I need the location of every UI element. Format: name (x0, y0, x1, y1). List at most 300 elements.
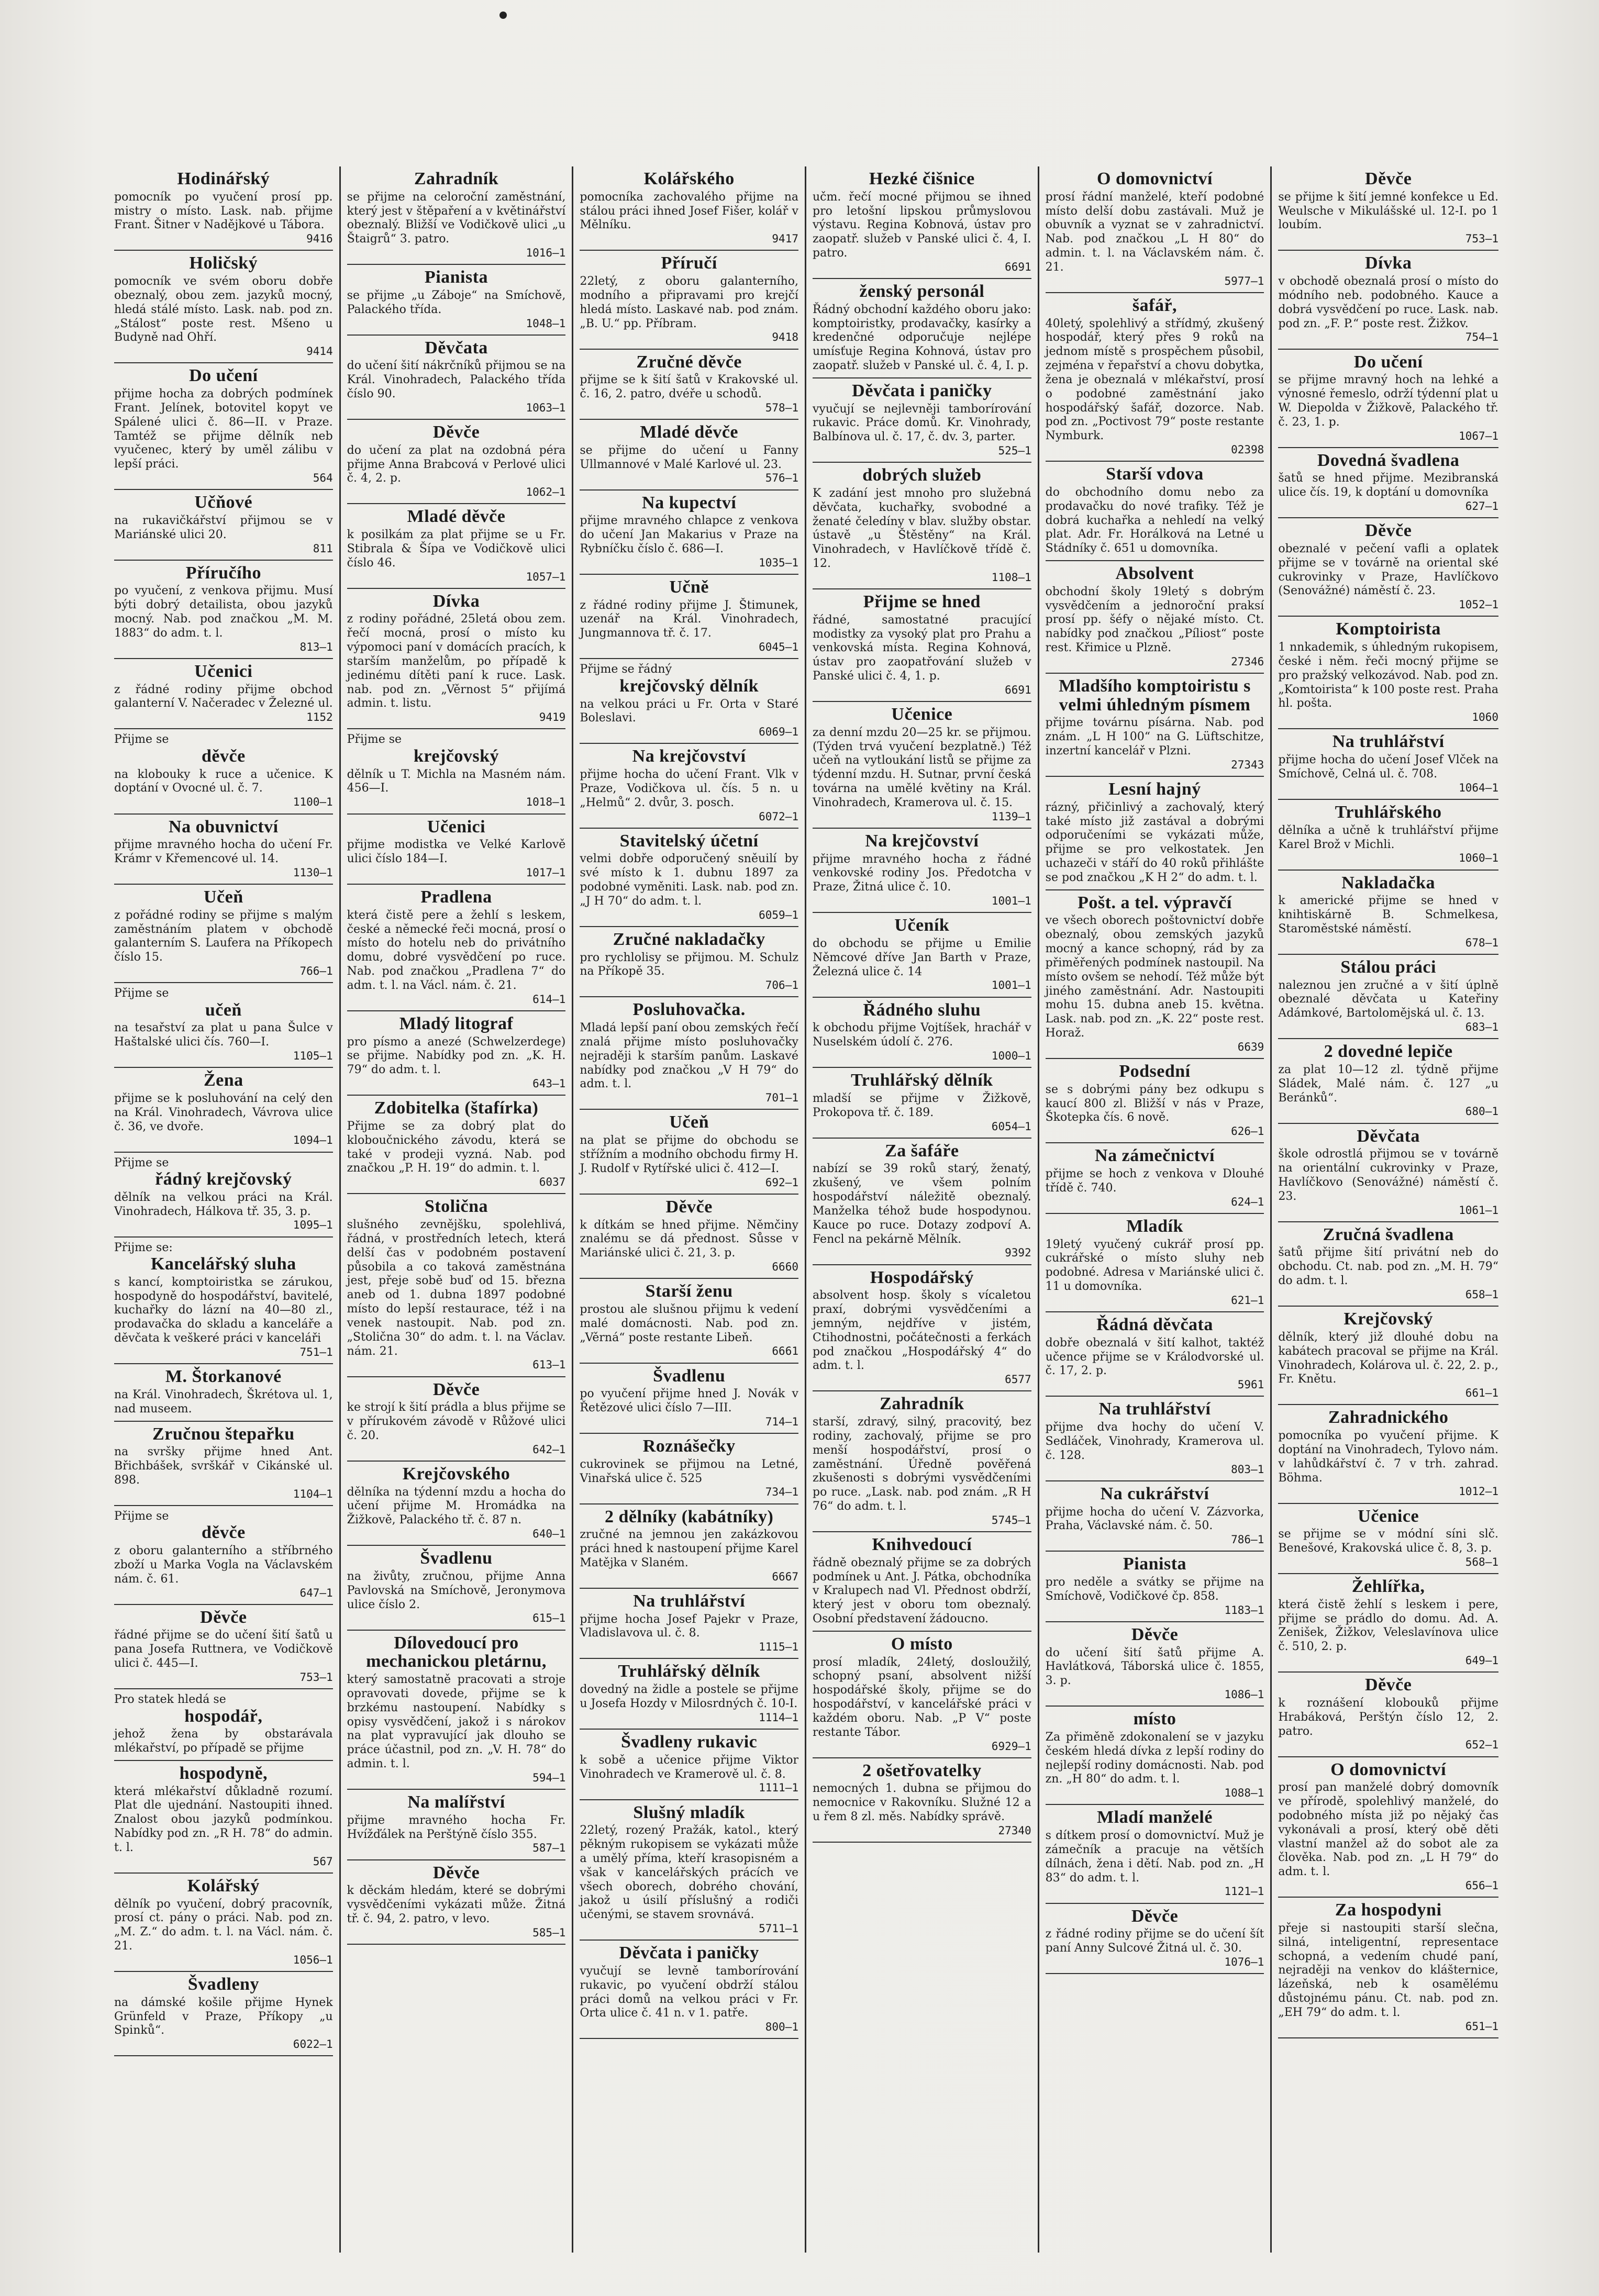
ad-heading: Učeník (894, 916, 950, 935)
classified-ad (580, 1659, 798, 1730)
ad-body: na rukavičkářství přijmou se v Mariánské ulici 20. (114, 514, 333, 541)
ad-body: přijme hocha do učení Frant. Vlk v Praze, Vodičkova ul. čís. 5 n. u „Helmů“ 2. dvůr, 3. posch. (580, 768, 798, 809)
ad-body: dobře obeznalá v šití kalhot, taktéž učence přijme se v Králodvorské ul. č. 17, 2. p. (1045, 1336, 1264, 1378)
ad-intro: Pro statek hledá se (114, 1693, 226, 1707)
ad-body: přeje si nastoupiti starší slečna, silná, inteligentní, representace schopná, a vedením chudé paní, nejraději na venkov do klášternice, lázeňská, neb k osamělému důstojnému pánu. Ct. nab. pod zn. „EH 79“ do adm. t. l. (1278, 1921, 1498, 2019)
ad-heading: Na cukrářství (1100, 1484, 1209, 1503)
ad-heading: řádný krejčovský (155, 1169, 292, 1189)
ad-reference-number: 652—1 (1465, 1738, 1498, 1752)
ad-body: na svršky přijme hned Ant. Břichbášek, svrškář v Cikánské ul. 898. (114, 1445, 333, 1487)
ad-body: nemocných 1. dubna se přijmou do nemocnice v Rakovníku. Služné 12 a u řem 8 zl. měs. Nabídky správě. (812, 1782, 1031, 1824)
ad-body: mladší se přijme v Žižkově, Prokopova tř. č. 189. (812, 1091, 1031, 1119)
classified-ad (580, 420, 798, 491)
ad-reference-number: 6929—1 (991, 1740, 1031, 1753)
classified-ad (580, 1110, 798, 1194)
ad-column (341, 166, 574, 2253)
ad-body: se přijme „u Záboje“ na Smíchově, Palackého třída. (347, 288, 566, 316)
ad-reference-number: 692—1 (765, 1176, 798, 1189)
classified-ad (114, 1761, 333, 1874)
ad-heading: Zručné děvče (636, 352, 742, 372)
classified-ad (347, 336, 566, 420)
ad-intro: Přijme se: (114, 1241, 173, 1254)
ad-reference-number: 1086—1 (1224, 1688, 1264, 1701)
ad-heading: Pošt. a tel. výpravčí (1078, 893, 1232, 912)
ad-body: přijme se hoch z venkova v Dlouhé třídě č. 740. (1045, 1167, 1264, 1195)
ad-heading: Starší vdova (1106, 464, 1204, 484)
ad-reference-number: 1121—1 (1224, 1885, 1264, 1898)
classified-ad (580, 350, 798, 420)
ad-reference-number: 1115—1 (759, 1641, 798, 1654)
ad-reference-number: 658—1 (1465, 1288, 1498, 1301)
classified-ad (1278, 871, 1498, 955)
classified-ad (1278, 617, 1498, 729)
classified-ad (1278, 251, 1498, 349)
ad-body: přijme hocha za dobrých podmínek Frant. Jelínek, botovitel kopyt ve Spálené ulici č. 86—II. v Praze. Tamtéž se přijme dělník neb vyučenec, který by uměl zálibu v lepší práci. (114, 387, 333, 471)
ad-reference-number: 1108—1 (991, 571, 1031, 584)
ad-body: do učení za plat na ozdobná péra přijme Anna Brabcová v Perlové ulici č. 4, 2. p. (347, 443, 566, 485)
classified-ad (1278, 350, 1498, 448)
ad-reference-number: 1130—1 (293, 866, 333, 879)
ad-reference-number: 661—1 (1465, 1387, 1498, 1400)
ad-heading: Zručné nakladačky (613, 929, 765, 949)
ad-heading: Řádná děvčata (1096, 1315, 1213, 1335)
ad-reference-number: 1062—1 (526, 486, 566, 499)
ad-heading: Učňové (194, 493, 253, 512)
ad-heading: Učeň (204, 887, 243, 907)
ad-body: z pořádné rodiny se přijme s malým zaměstnáním platem v obchodě galanterním S. Laufera na Příkopech číslo 15. (114, 908, 333, 964)
classified-ad (114, 729, 333, 814)
classified-ad (1278, 729, 1498, 800)
ad-body: dělník, který již dlouhé dobu na kabátech pracoval se přijme na Král. Vinohradech, Kolárova ul. č. 22, 2. p., Fr. Knětu. (1278, 1330, 1498, 1386)
ad-heading: Na truhlářství (1098, 1399, 1211, 1419)
classified-ad (580, 659, 798, 744)
ad-heading: Učeň (669, 1112, 709, 1132)
classified-ad (1278, 1222, 1498, 1307)
ad-reference-number: 766—1 (299, 965, 333, 978)
ad-body: pomocníka zachovalého přijme na stálou práci ihned Josef Fišer, kolář v Mělníku. (580, 190, 798, 232)
ad-heading: Dívka (432, 591, 480, 611)
ad-body: šatů se hned přijme. Mezibranská ulice čís. 19, k doptání u domovníka (1278, 472, 1498, 499)
ad-heading: Pianista (1123, 1554, 1187, 1574)
ad-heading: Truhlářský dělník (851, 1071, 993, 1090)
ad-heading: Do učení (189, 366, 258, 386)
classified-ad (1046, 1397, 1264, 1481)
classified-ad (813, 1532, 1031, 1632)
ad-heading: Děvčata (425, 338, 488, 358)
classified-ad (1046, 674, 1264, 777)
classified-ad (114, 659, 333, 730)
ad-body: do obchodního domu nebo za prodavačku do nové trafiky. Též je dobrá kuchařka a nehledí na velký plat. Adr. Fr. Horálková na Letné u Stádníky č. 651 u domovníka. (1045, 485, 1264, 555)
ad-body: jehož žena by obstarávala mlékařství, po případě se přijme (114, 1727, 333, 1755)
ad-body: z řádné rodiny přijme se do učení šít paní Anny Sulcové Žitná ul. č. 30. (1045, 1927, 1264, 1955)
ad-heading: Mladí manželé (1097, 1808, 1213, 1827)
ad-reference-number: 811 (313, 542, 333, 555)
ad-heading: Do učení (1353, 352, 1423, 372)
ad-body: naleznou jen zručné a v šití úplně obeznalé děvčata u Kateřiny Adámkové, Bartolomějská ul. č. 13. (1278, 978, 1498, 1020)
ad-heading: Knihvedoucí (872, 1535, 972, 1555)
ad-body: na dámské košile přijme Hynek Grünfeld v Praze, Příkopy „u Spinků“. (114, 1996, 333, 2037)
ad-heading: Učně (669, 577, 709, 597)
ad-body: vyučují se levně tamborírování rukavic, po vyučení obdrží stálou práci domů na velkou práci v Fr. Orta ulice č. 41 n. v 1. patře. (580, 1964, 798, 2020)
ad-heading: Děvče (665, 1197, 713, 1217)
classified-ad (580, 1434, 798, 1504)
ad-body: Mladá lepší paní obou zemských řečí znalá přijme místo posluhovačky nejraději k starším panům. Laskavé nabídky pod značkou „V H 79“ do adm. t. l. (580, 1021, 798, 1091)
ad-heading: Na kupectví (642, 493, 737, 512)
ad-body: prosí pan manželé dobrý domovník ve přírodě, spolehlivý manželé, do podobného místa již po nějaký čas vykonávali a prosí, který obě děti vlastní manžel až do sobot ale za člověka. Nab. pod zn. „L H 79“ do adm. t. l. (1278, 1781, 1498, 1879)
classified-ad (580, 1800, 798, 1941)
ad-reference-number: 615—1 (532, 1612, 566, 1625)
ad-body: rázný, přičinlivý a zachovalý, který také místo již zastával a dobrými odporučeními se vykázati může, přijme se pro velkostatek. Jen uchazeči v stáří do 40 roků přihlášte se pod značkou „K H 2“ do adm. t. l. (1045, 800, 1264, 884)
ad-body: s kancí, komptoiristka se zárukou, hospodyně do hospodářství, bavitelé, kuchařky do lázní na 40—80 zl., prodavačka do skladu a kanceláře a děvčata k veškeré práci v kanceláři (114, 1275, 333, 1345)
ad-reference-number: 734—1 (765, 1486, 798, 1499)
ad-reference-number: 5745—1 (991, 1513, 1031, 1526)
ad-reference-number: 1056—1 (293, 1953, 333, 1966)
ad-body: na tesařství za plat u pana Šulce v Haštalské ulici čís. 760—I. (114, 1021, 333, 1049)
ad-body: přijme se k posluhování na celý den na Král. Vinohradech, Vávrova ulice č. 36, ve dvoře. (114, 1091, 333, 1133)
ad-heading: Zahradnického (1328, 1408, 1449, 1428)
ad-body: K zadání jest mnoho pro služebná děvčata, kuchařky, svobodné a ženaté čeledíny v blav. služby obstar. ústavě „u Štěstěny“ na Král. Vinohradech, v Havlíčkově třídě č. 12. (812, 486, 1031, 571)
classified-ad (1046, 166, 1264, 293)
ad-reference-number: 5711—1 (759, 1922, 798, 1935)
classified-ad (1278, 1124, 1498, 1222)
classified-ad (347, 1790, 566, 1860)
ad-body: starší, zdravý, silný, pracovitý, bez rodiny, zachovalý, přijme se pro menší hospodářství, prosí o zaměstnání. Úředně pověřená zkušenosti s dobrými vysvědčeními po ruce. „Lask. nab. pod znám. „R H 76“ do adm. t. l. (812, 1416, 1031, 1513)
classified-ad (1278, 800, 1498, 871)
ad-body: zručné na jemnou jen zakázkovou práci hned k nastoupení přijme Karel Matějka v Slaném. (580, 1528, 798, 1569)
ad-heading: Zahradník (414, 169, 499, 188)
ad-body: dělníka a učně k truhlářství přijme Karel Brož v Michli. (1278, 823, 1498, 851)
classified-ad (813, 1265, 1031, 1392)
ad-reference-number: 706—1 (765, 979, 798, 992)
classified-ad (580, 744, 798, 828)
classified-ad (114, 1422, 333, 1506)
ad-body: s dítkem prosí o domovnictví. Muž je zámečník a pracuje na větších dílnách, žena i dětí. Nab. pod zn. „H 83“ do adm. t. l. (1045, 1829, 1264, 1885)
ad-heading: Kancelářský sluha (150, 1254, 296, 1274)
ad-heading: Za hospodyni (1335, 1900, 1442, 1920)
classified-ad (580, 1364, 798, 1434)
ad-body: se přijme na celoroční zaměstnání, který jest v štěpaření a v květinářství obeznalý. Bližší ve Vodičkově ulici „u Štaigrů“ 3. patro. (347, 190, 566, 246)
ad-body: za denní mzdu 20—25 kr. se přijmou. (Týden trvá vyučení bezplatně.) Též učeň na vytloukání listů se přijme za týdenní mzdu. H. Sutnar, první česká továrna na umělé květiny na Král. Vinohradech, Kramerova ul. č. 15. (812, 726, 1031, 809)
ad-reference-number: 701—1 (765, 1091, 798, 1105)
classified-ad (114, 1238, 333, 1365)
ad-body: 22letý, z oboru galanterního, modního a připravami pro krejčí hledá místo. Laskavé nab. pod znám. „B. U.“ pp. Příbram. (580, 275, 798, 330)
ad-heading: krejčovský (413, 746, 499, 766)
ad-reference-number: 587—1 (532, 1842, 566, 1855)
classified-ad (580, 491, 798, 575)
classified-ad (347, 1462, 566, 1546)
ad-reference-number: 1152 (306, 711, 333, 724)
ad-reference-number: 1060—1 (1459, 852, 1498, 865)
ad-intro: Přijme se (347, 733, 402, 746)
classified-ad (813, 279, 1031, 378)
classified-ad (1046, 1904, 1264, 1975)
ad-body: velmi dobře odporučený sněuilí by své místo k 1. dubnu 1897 za podobné vyměniti. Lask. nab. pod zn. „J H 70“ do adm. t. l. (580, 852, 798, 908)
ad-body: Za přiměně zdokonalení se v jazyku českém hledá dívka z lepší rodiny do nejlepší rodiny domácnosti. Nab. pod zn. „H 80“ do adm. t. l. (1045, 1730, 1264, 1786)
ad-body: 40letý, spolehlivý a střídmý, zkušený hospodář, který přes 9 roků na jednom místě s prospěchem působil, zejména v řepařství a chovu dobytka, žena je obeznalá v mlékařství, prosí o podobné zaměstnání jako hospodářský šafář, dozorce. Nab. pod zn. „Poctivost 79“ poste restante Nymburk. (1045, 317, 1264, 443)
classified-ad (1046, 1481, 1264, 1552)
classified-ad (1046, 1059, 1264, 1143)
ad-reference-number: 6054—1 (991, 1120, 1031, 1133)
ad-body: se přijme mravný hoch na lehké a výnosné řemeslo, održí týdenní plat u W. Diepolda v Žižkově, Palackého tř. č. 23, 1. p. (1278, 373, 1498, 429)
ad-body: nabízí se 39 roků starý, ženatý, zkušený, ve všem polním hospodářství náležitě obeznalý. Manželka téhož bude hospodynou. Kauce po ruce. Dotazy zodpoví A. Fencl na pekárně Mělník. (812, 1162, 1031, 1246)
ad-heading: Truhlářský dělník (618, 1662, 760, 1681)
ad-reference-number: 1061—1 (1459, 1203, 1498, 1217)
ad-reference-number: 1064—1 (1459, 781, 1498, 794)
classified-ad (813, 913, 1031, 997)
ad-body: po vyučení přijme hned J. Novák v Řetězové ulici číslo 7—III. (580, 1387, 798, 1415)
ad-heading: ženský personál (859, 282, 985, 302)
ad-heading: dobrých služeb (862, 465, 982, 485)
classified-ad (114, 251, 333, 363)
ad-reference-number: 714—1 (765, 1415, 798, 1428)
classified-ad (347, 1631, 566, 1790)
ad-heading: Na krejčovství (632, 746, 746, 766)
ad-reference-number: 1088—1 (1224, 1787, 1264, 1800)
ad-body: 1 nnkademik, s úhledným rukopisem, české i něm. řeči mocný přijme se pro pražský velkozávod. Nab. pod zn. „Komtoirista“ k 100 poste rest. Praha hl. pošta. (1278, 641, 1498, 710)
ad-body: k roznášení klobouků přijme Hrabáková, Perštýn číslo 12, 2. patro. (1278, 1696, 1498, 1738)
ad-heading: Děvče (432, 1379, 480, 1399)
ad-heading: Na truhlářství (1332, 732, 1445, 752)
ad-body: přijme se k šití šatů v Krakovské ul. č. 16, 2. patro, dvéře u schodů. (580, 373, 798, 401)
ad-reference-number: 27343 (1231, 758, 1264, 771)
classified-ad (813, 1068, 1031, 1139)
classified-ad (1278, 166, 1498, 251)
ad-reference-number: 649—1 (1465, 1654, 1498, 1667)
ad-heading: Děvčata i paničky (619, 1943, 759, 1963)
ad-heading: místo (1133, 1709, 1176, 1729)
ad-reference-number: 6577 (1005, 1373, 1031, 1386)
ad-reference-number: 1057—1 (526, 570, 566, 583)
ad-heading: Švadleny rukavic (621, 1732, 758, 1752)
ad-reference-number: 680—1 (1465, 1105, 1498, 1118)
ad-reference-number: 1063—1 (526, 401, 566, 414)
ad-body: 22letý, rozený Pražák, katol., který pěkným rukopisem se vykázati může a umělý příma, kteří krasopisném a však v kancelářských prácích ve všech oborech, dobrého chování, jakož u úsilí příslušný a rodiči učenými, se stavem srovnává. (580, 1824, 798, 1922)
ad-reference-number: 6660 (772, 1260, 798, 1273)
classified-ad (580, 927, 798, 998)
ad-body: se s dobrými pány bez odkupu s kaucí 800 zl. Bližší v nás v Praze, Škotepka čís. 6 nově. (1045, 1083, 1264, 1124)
classified-ad (813, 378, 1031, 463)
ad-reference-number: 656—1 (1465, 1879, 1498, 1892)
ad-intro: Přijme se (114, 733, 169, 746)
ad-reference-number: 525—1 (998, 444, 1031, 458)
ad-reference-number: 6059—1 (759, 908, 798, 921)
ad-heading: šafář, (1132, 295, 1178, 315)
classified-ad (347, 885, 566, 1011)
classified-ad (813, 463, 1031, 589)
ad-reference-number: 6691 (1005, 260, 1031, 273)
ad-heading: děvče (201, 1523, 246, 1543)
ad-body: na klobouky k ruce a učenice. K doptání v Ovocné ul. č. 7. (114, 767, 333, 795)
classified-ad (1278, 1673, 1498, 1757)
ad-reference-number: 27346 (1231, 655, 1264, 668)
ad-body: přijme mravného hocha Fr. Hvížďálek na Perštýně číslo 355. (347, 1813, 566, 1841)
classified-ad (347, 166, 566, 265)
classified-ad (347, 1546, 566, 1630)
classified-ad (1278, 1574, 1498, 1673)
classified-ad (114, 1689, 333, 1761)
ad-reference-number: 1060 (1472, 711, 1498, 724)
classified-ad (114, 1153, 333, 1238)
ad-heading: Podsední (1119, 1062, 1191, 1082)
ad-heading: Absolvent (1115, 564, 1194, 583)
ad-body: řádné, samostatné pracující modistky za vysoký plat pro Prahu a venkovská místa. Regina Kohnová, ústav pro zaopatřování služeb v Panské ulici č. 4, 1. p. (812, 613, 1031, 683)
ad-body: pomocníka po vyučení přijme. K doptání na Vinohradech, Tylovo nám. v lahůdkářství č. 7 v trh. zahrad. Böhma. (1278, 1429, 1498, 1485)
ad-body: pomocník ve svém oboru dobře obeznalý, obou zem. jazyků mocný, hledá stálé místo. Lask. nab. pod zn. „Stálost“ poste rest. Mšeno u Budyně nad Ohří. (114, 275, 333, 344)
classified-ad (813, 829, 1031, 913)
ad-body: po vyučení, z venkova přijmu. Musí býti dobrý detailista, obou jazyků mocný. Nab. pod značkou „M. M. 1883“ do adm. t. l. (114, 584, 333, 640)
ad-reference-number: 624—1 (1231, 1195, 1264, 1208)
classified-ad (580, 997, 798, 1110)
ad-reference-number: 9418 (772, 331, 798, 344)
ad-body: Přijme se za dobrý plat do kloboučnického závodu, která se také v prodeji vyzná. Nab. pod značkou „P. H. 19“ do admin. t. l. (347, 1119, 566, 1175)
ad-heading: Děvče (1364, 169, 1412, 188)
ad-reference-number: 9414 (306, 345, 333, 358)
ad-reference-number: 678—1 (1465, 936, 1498, 949)
ad-reference-number: 1016—1 (526, 247, 566, 259)
ad-body: dělníka na týdenní mzdu a hocha do učení přijme M. Hromádka na Žižkově, Palackého tř. č. 87 n. (347, 1485, 566, 1527)
classified-ad (114, 885, 333, 983)
ad-reference-number: 9416 (306, 232, 333, 246)
classified-ad (114, 1605, 333, 1689)
ad-heading: Stolična (424, 1197, 488, 1217)
classified-ad (1046, 1622, 1264, 1707)
classified-ad (1046, 890, 1264, 1059)
ad-heading: Děvče (1364, 1675, 1412, 1695)
ad-body: z oboru galanterního a stříbrného zboží u Marka Vogla na Václavském nám. č. 61. (114, 1544, 333, 1586)
ad-reference-number: 585—1 (532, 1926, 566, 1939)
ad-heading: Žehlířka, (1351, 1577, 1425, 1597)
ad-heading: Učenici (194, 661, 253, 681)
ad-reference-number: 1012—1 (1459, 1485, 1498, 1498)
classified-ad (1046, 777, 1264, 890)
ad-body: slušného zevnějšku, spolehlivá, řádná, v prostředních letech, která delší čas v podobném postavení působila a co taková zaměstnána jest, přeje sobě buď od 15. března aneb od 1. dubna 1897 podobné místo do lepší restaurace, též i na venek nastoupit. Nab. pod zn. „Stolična 30“ do adm. t. l. na Václav. nám. 21. (347, 1218, 566, 1358)
classified-ad (114, 561, 333, 659)
ad-heading: Učenice (1358, 1506, 1419, 1526)
classified-ad (114, 815, 333, 885)
ad-heading: O místo (891, 1634, 953, 1654)
ad-body: pro neděle a svátky se přijme na Smíchově, Vodičkové čp. 858. (1045, 1576, 1264, 1603)
ad-body: cukrovinek se přijmou na Letné, Vinařská ulice č. 525 (580, 1457, 798, 1485)
ad-reference-number: 1018—1 (526, 796, 566, 809)
ad-body: přijme mravného hocha z řádné venkovské rodiny Jos. Předotcha v Praze, Žitná ulice č. 10. (812, 852, 1031, 894)
ad-heading: M. Štorkanové (165, 1367, 282, 1387)
ad-reference-number: 786—1 (1231, 1533, 1264, 1546)
ad-intro: Přijme se (114, 1156, 169, 1169)
ad-body: přijme mravného hocha do učení Fr. Krámr v Křemencové ul. 14. (114, 838, 333, 866)
ad-reference-number: 6691 (1005, 683, 1031, 696)
ad-reference-number: 753—1 (1465, 232, 1498, 246)
ad-heading: Starší ženu (645, 1281, 733, 1301)
ad-body: přijme hocha do učení V. Zázvorka, Praha, Václavské nám. č. 50. (1045, 1505, 1264, 1533)
classified-ad (1278, 1039, 1498, 1123)
classified-ad (347, 815, 566, 885)
ad-heading: Holičský (189, 253, 258, 273)
ad-body: ke strojí k šití prádla a blus přijme se v přírukovém závodě v Růžové ulici č. 20. (347, 1401, 566, 1442)
classified-ad (580, 1730, 798, 1800)
ad-body: z rodiny pořádné, 25letá obou zem. řečí mocná, prosí o místo ku výpomoci paní v domácích pracích, k starším manželům, po případě k jedinému dítěti paní k ruce. Lask. nab. pod zn. „Věrnost 5“ přijímá admin. t. listu. (347, 612, 566, 710)
ad-reference-number: 6072—1 (759, 810, 798, 823)
ad-reference-number: 751—1 (299, 1345, 333, 1358)
ad-body: přijme mravného chlapce z venkova do učení Jan Makarius v Praze na Rybníčku číslo č. 686—I. (580, 514, 798, 555)
ad-body: k dítkám se hned přijme. Němčiny znalému se dá přednost. Sůsse v Mariánské ulici č. 21, 3. p. (580, 1218, 798, 1260)
ad-heading: krejčovský dělník (619, 676, 759, 696)
classified-ad (813, 1139, 1031, 1265)
ad-body: ve všech oborech poštovnictví dobře obeznalý, obou zemských jazyků mocný a kance schopný, rád by za přiměřených podmínek nastoupil. Na místo ovšem se nehodí. Též může být jiného zaměstnání. Adr. Nastoupiti mohu 15. dubna aneb 15. května. Lask. nab. pod zn. „K. 22“ poste rest. Horaž. (1045, 914, 1264, 1040)
ad-heading: Děvče (432, 1863, 480, 1882)
classified-ad (114, 1874, 333, 1972)
ad-reference-number: 1095—1 (293, 1219, 333, 1232)
ad-body: k sobě a učenice přijme Viktor Vinohradech ve Kramerově ul. č. 8. (580, 1753, 798, 1781)
ad-reference-number: 803—1 (1231, 1463, 1264, 1476)
ad-reference-number: 567 (313, 1855, 333, 1868)
classified-ad (347, 1377, 566, 1462)
ad-reference-number: 6045—1 (759, 641, 798, 654)
ad-column (573, 166, 806, 2253)
classified-ad (114, 983, 333, 1068)
ad-heading: hospodyně, (179, 1763, 268, 1783)
classified-ad (813, 166, 1031, 279)
ad-heading: Učenici (427, 817, 486, 837)
ad-reference-number: 578—1 (765, 401, 798, 414)
ad-reference-number: 576—1 (765, 472, 798, 485)
ad-reference-number: 6667 (772, 1570, 798, 1583)
classified-ad (1278, 1757, 1498, 1898)
ad-reference-number: 6022—1 (293, 2038, 333, 2051)
ad-reference-number: 1139—1 (991, 810, 1031, 823)
ad-reference-number: 5961 (1237, 1378, 1264, 1391)
ad-column (1039, 166, 1272, 2253)
ad-reference-number: 02398 (1231, 443, 1264, 456)
ad-heading: Dovedná švadlena (1317, 450, 1460, 470)
ad-body: na Král. Vinohradech, Škrétova ul. 1, nad museem. (114, 1388, 333, 1416)
page-punch-mark (499, 12, 507, 19)
ad-heading: 2 dělníky (kabátníky) (605, 1507, 774, 1526)
ad-body: k děckám hledám, které se dobrými vysvědčeními vykázati může. Žitná tř. č. 94, 2. patro, v levo. (347, 1884, 566, 1925)
ad-body: která čistě pere a žehlí s leskem, české a německé řeči mocná, prosí o místo do hotelu neb do privátního domu, dobré vysvědčení po ruce. Nab. pod značkou „Pradlena 7“ do adm. t. l. na Václ. nám. č. 21. (347, 908, 566, 992)
ad-body: který samostatně pracovati a stroje opravovati dovede, přijme se k brzkému nastoupení. Nabídky s opisy vysvědčení, jakož i s nárokov na plat vypravující jak dlouho se práce účastnil, pod zn. „V. H. 78“ do admin. t. l. (347, 1673, 566, 1770)
ad-heading: Dílovedoucí pro mechanickou pletárnu, (366, 1633, 547, 1671)
ad-reference-number: 1114—1 (759, 1711, 798, 1724)
ad-body: prosí mladík, 24letý, dosloužilý, schopný psaní, absolvent nižší hospodářské školy, přijme se do hospodářství, v kancelářské práci v každém oboru. Nab. „P V“ poste restante Tábor. (812, 1655, 1031, 1739)
classified-ad (1278, 518, 1498, 617)
ad-reference-number: 1000—1 (991, 1049, 1031, 1062)
ad-body: přijme hocha do učení Josef Vlček na Smíchově, Celná ul. č. 708. (1278, 753, 1498, 781)
ad-reference-number: 6037 (539, 1176, 566, 1189)
ad-reference-number: 6639 (1237, 1040, 1264, 1053)
ad-body: 19letý vyučený cukrář prosí pp. cukrářské o místo sluhy neb podobné. Adresa v Mariánské ulici č. 11 u domovníka. (1045, 1238, 1264, 1294)
ad-reference-number: 1052—1 (1459, 598, 1498, 611)
classified-ad (347, 504, 566, 588)
ad-heading: Hodinářský (177, 169, 270, 188)
ad-reference-number: 1017—1 (526, 866, 566, 879)
classified-ad (1278, 955, 1498, 1039)
ad-body: absolvent hosp. školy s vícaletou praxí, dobrými vysvědčeními a jemným, nejdříve v jistém, Ctihodnostni, počátečnosti a ferkách pod značkou „Hospodářský 4“ do adm. t. l. (812, 1289, 1031, 1373)
ad-intro: Přijme se řádný (580, 663, 672, 676)
ad-heading: Příručího (185, 563, 261, 583)
ad-heading: Děvče (1364, 521, 1412, 541)
ad-heading: Zdobitelka (štafírka) (374, 1098, 539, 1118)
classified-ad (1046, 561, 1264, 674)
classified-ad (580, 1941, 798, 2039)
ad-heading: O domovnictví (1097, 169, 1213, 188)
ad-heading: 2 dovedné lepiče (1324, 1042, 1453, 1062)
ad-body: z řádné rodiny přijme J. Štimunek, uzenář na Král. Vinohradech, Jungmannova tř. č. 17. (580, 598, 798, 640)
classified-ad (347, 265, 566, 336)
ad-reference-number: 1094—1 (293, 1134, 333, 1147)
ad-heading: Pradlena (420, 887, 492, 907)
ad-heading: učeň (205, 1000, 242, 1020)
ad-body: vyučují se nejlevněji tamborírování rukavic. Práce domů. Kr. Vinohrady, Balbínova ul. č. 17, č. dv. 3, parter. (812, 402, 1031, 444)
